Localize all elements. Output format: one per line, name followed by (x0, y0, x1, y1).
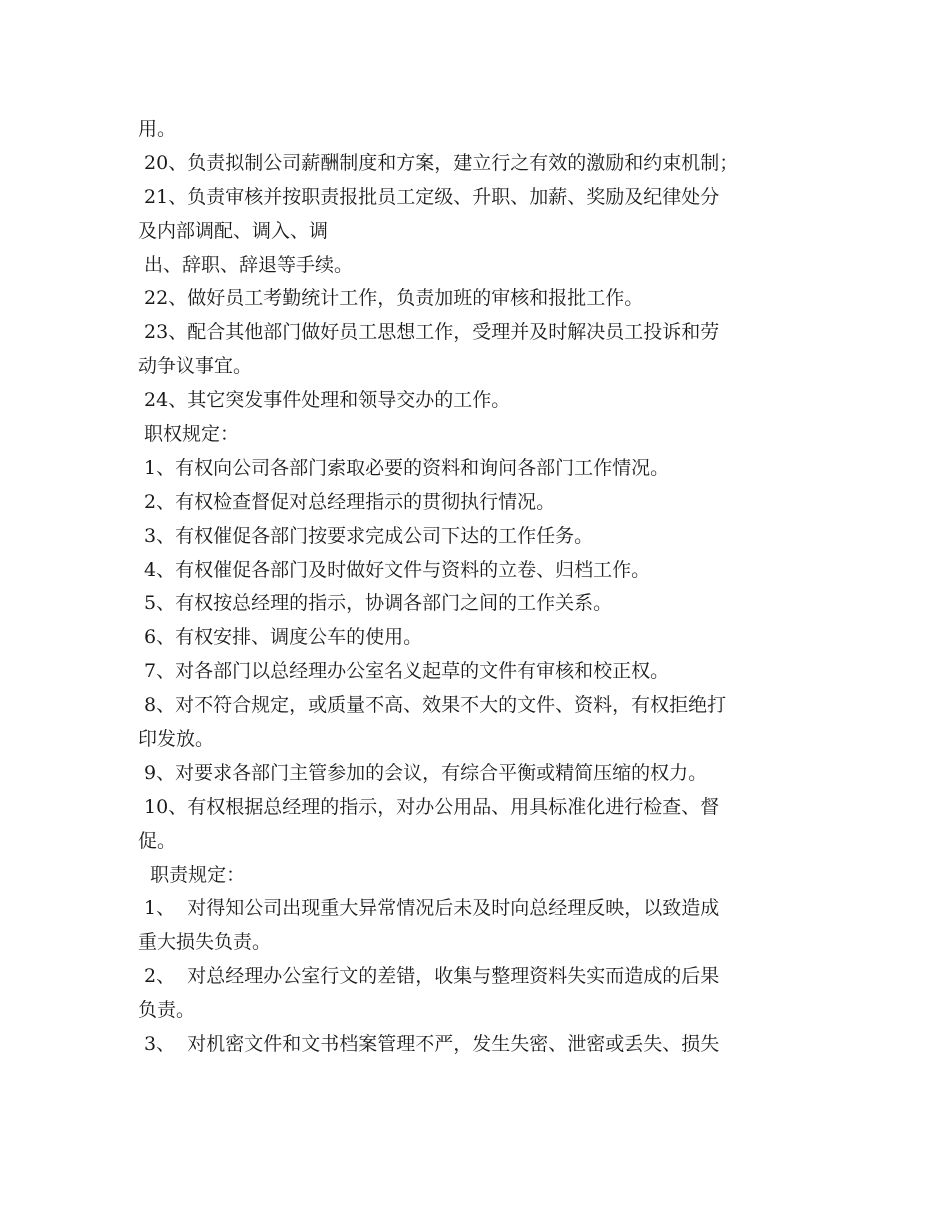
text-line: 21、负责审核并按职责报批员工定级、升职、加薪、奖励及纪律处分 (138, 185, 720, 208)
text-line: 1、 对得知公司出现重大异常情况后未及时向总经理反映，以致造成 (138, 897, 720, 920)
text-line: 6、有权安排、调度公车的使用。 (138, 626, 423, 649)
text-line: 印发放。 (138, 728, 215, 751)
text-line: 3、有权催促各部门按要求完成公司下达的工作任务。 (138, 524, 594, 547)
text-line: 20、负责拟制公司薪酬制度和方案，建立行之有效的激励和约束机制； (138, 151, 739, 174)
text-line: 1、有权向公司各部门索取必要的资料和询问各部门工作情况。 (138, 456, 670, 479)
text-line: 2、有权检查督促对总经理指示的贯彻执行情况。 (138, 490, 556, 513)
text-line: 10、有权根据总经理的指示，对办公用品、用具标准化进行检查、督 (138, 795, 720, 818)
document-body (138, 113, 818, 1062)
text-line: 23、配合其他部门做好员工思想工作，受理并及时解决员工投诉和劳 (138, 321, 720, 344)
text-line: 9、对要求各部门主管参加的会议，有综合平衡或精简压缩的权力。 (138, 761, 708, 784)
text-line: 重大损失负责。 (138, 931, 272, 954)
text-line: 3、 对机密文件和文书档案管理不严，发生失密、泄密或丢失、损失 (138, 1033, 720, 1056)
text-line: 动争议事宜。 (138, 355, 253, 378)
text-line: 24、其它突发事件处理和领导交办的工作。 (138, 389, 511, 412)
text-line: 及内部调配、调入、调 (138, 219, 329, 242)
text-line: 用。 (138, 118, 177, 140)
text-line: 职权规定： (138, 423, 240, 446)
text-line: 5、有权按总经理的指示，协调各部门之间的工作关系。 (138, 592, 613, 615)
text-line: 负责。 (138, 999, 196, 1022)
text-line: 8、对不符合规定，或质量不高、效果不大的文件、资料，有权拒绝打 (138, 694, 727, 717)
text-line: 22、做好员工考勤统计工作，负责加班的审核和报批工作。 (138, 287, 644, 310)
text-line: 2、 对总经理办公室行文的差错，收集与整理资料失实而造成的后果 (138, 965, 720, 988)
text-line: 7、对各部门以总经理办公室名义起草的文件有审核和校正权。 (138, 660, 670, 683)
text-line: 职责规定： (138, 863, 246, 886)
text-line: 促。 (138, 829, 177, 852)
text-line: 4、有权催促各部门及时做好文件与资料的立卷、归档工作。 (138, 558, 651, 581)
text-line: 出、辞职、辞退等手续。 (138, 253, 354, 276)
